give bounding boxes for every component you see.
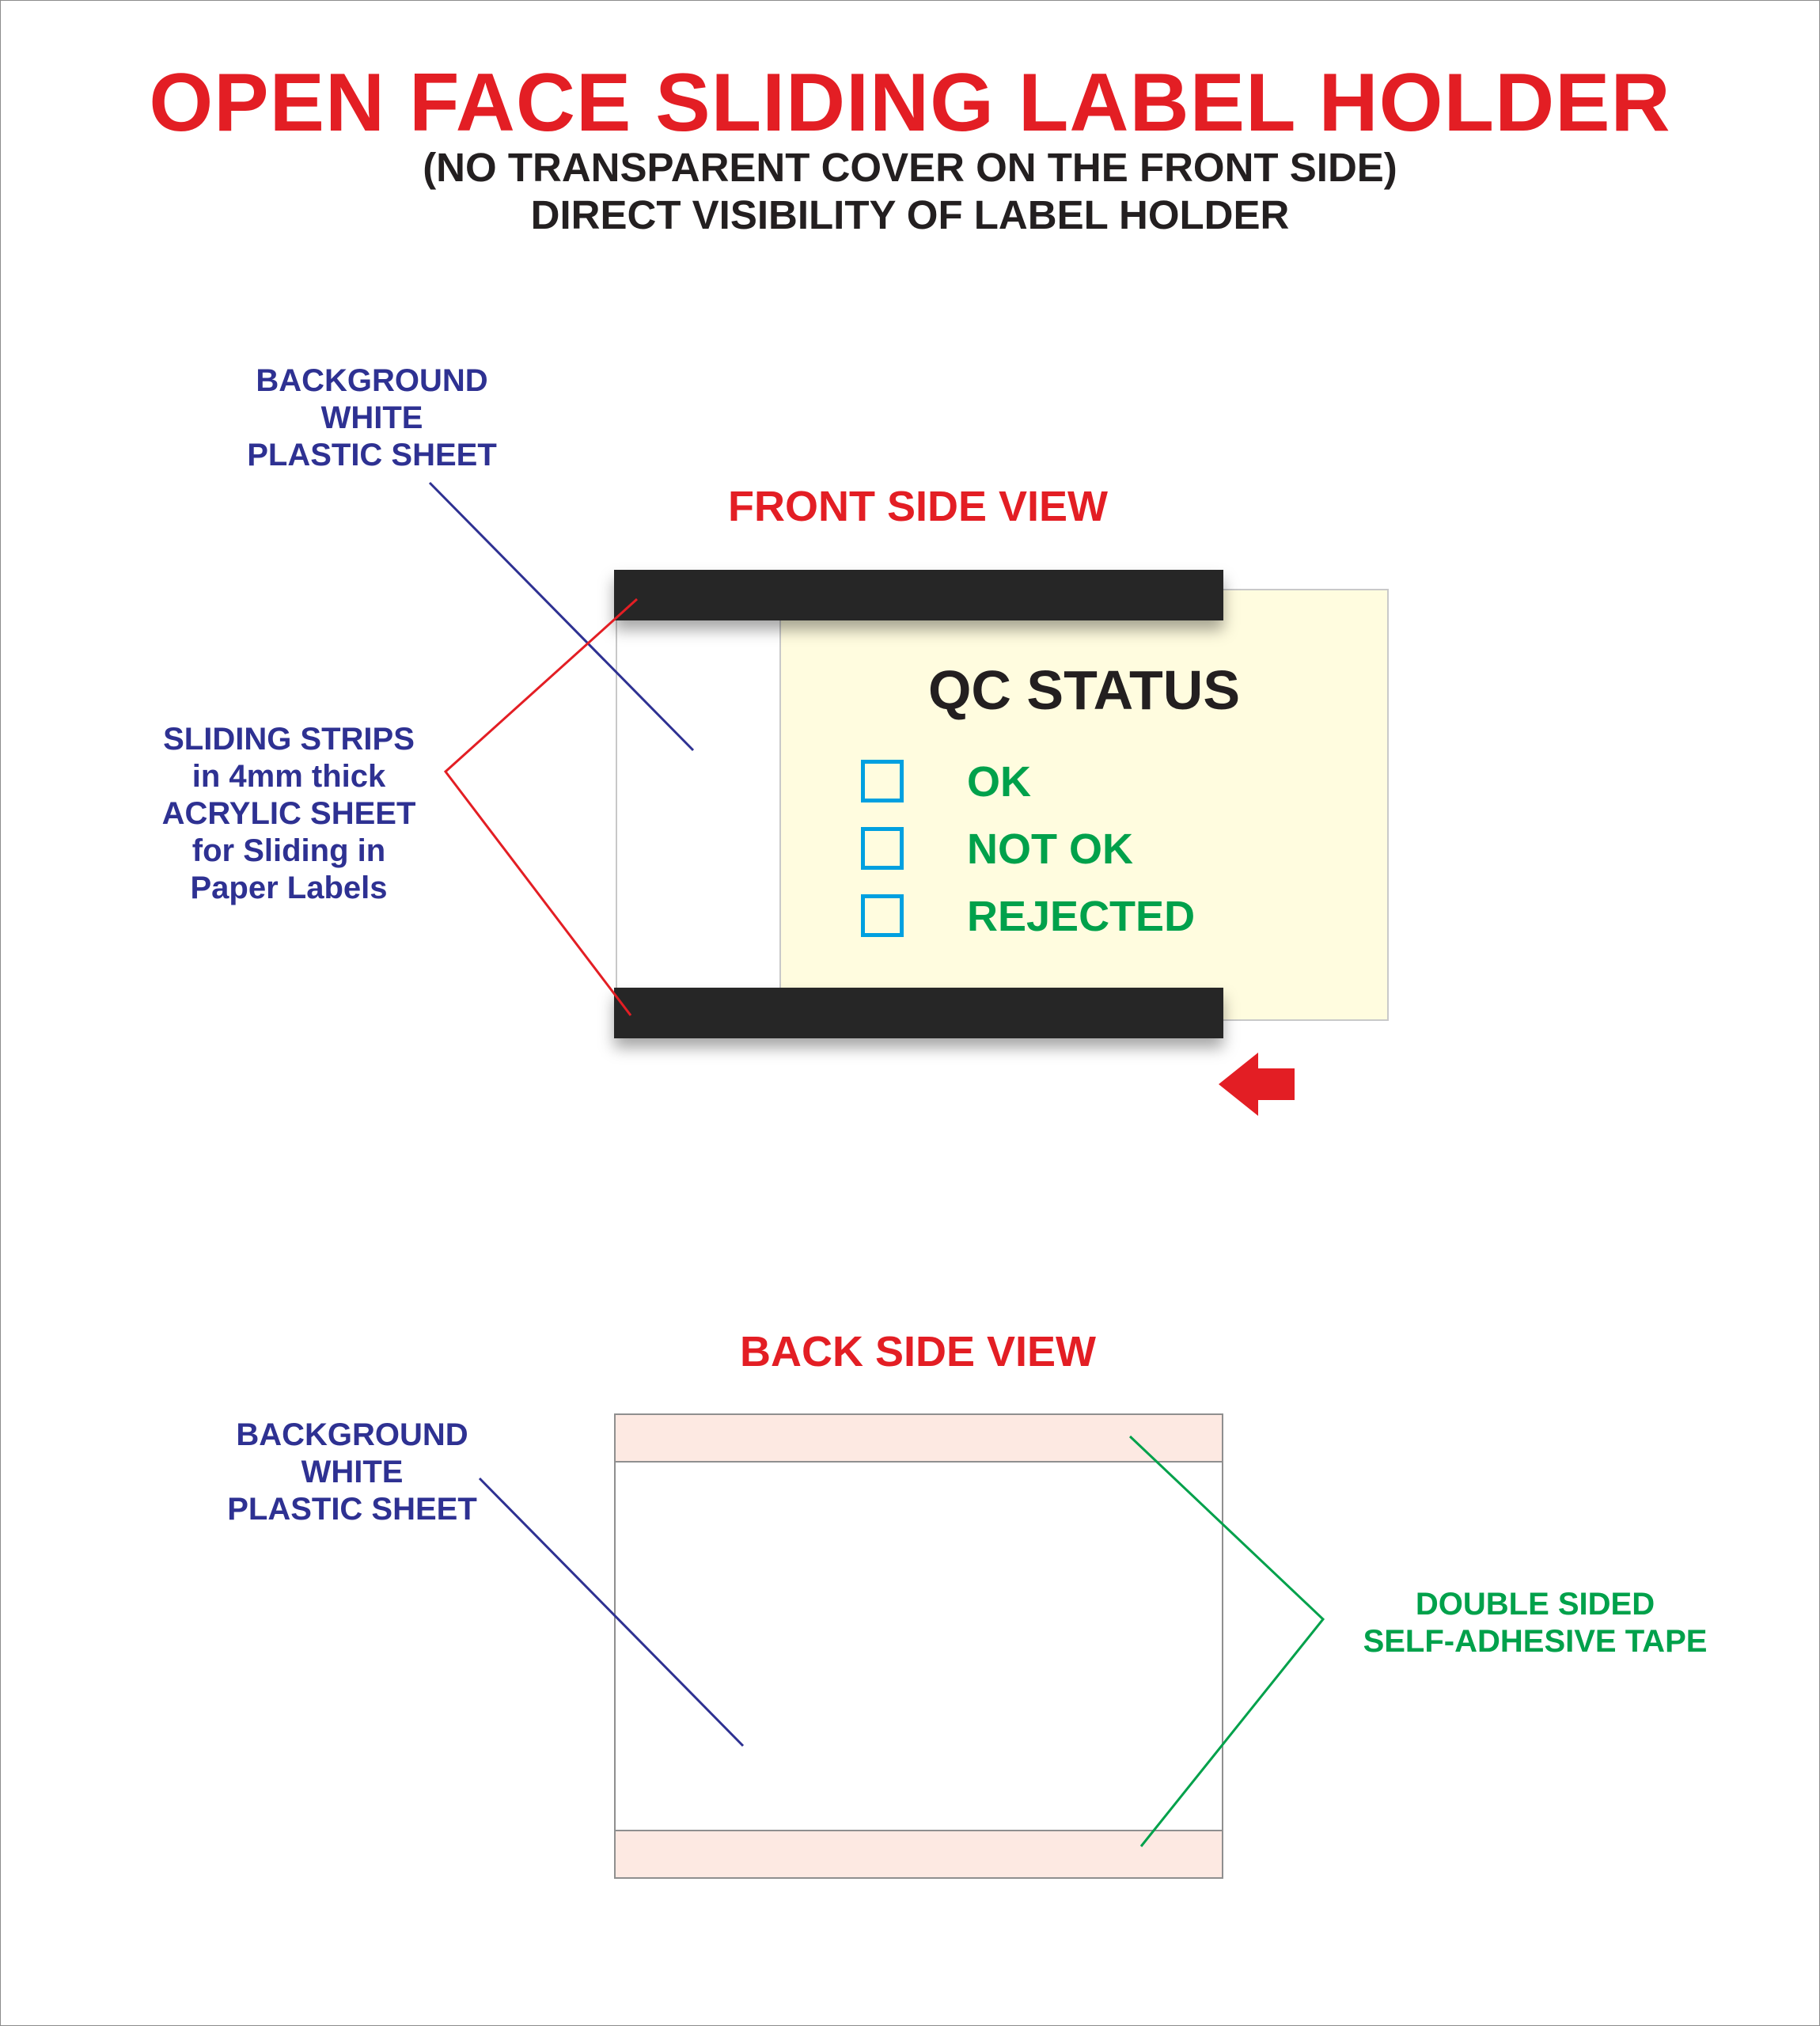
callout-line: PLASTIC SHEET <box>227 1492 477 1527</box>
callout-line: for Sliding in <box>191 833 386 868</box>
callout-line: SELF-ADHESIVE TAPE <box>1363 1624 1708 1659</box>
callout-line: Paper Labels <box>190 871 388 905</box>
front-background-leader <box>430 483 693 750</box>
callout-line: DOUBLE SIDED <box>1415 1587 1655 1622</box>
callout-line: WHITE <box>301 1455 404 1489</box>
callout-line: ACRYLIC SHEET <box>161 796 416 831</box>
sliding-strips-leader <box>446 599 637 1015</box>
back-background-leader <box>480 1478 743 1746</box>
callout-line: PLASTIC SHEET <box>247 438 497 472</box>
callout-line: WHITE <box>320 400 423 435</box>
callout-line: BACKGROUND <box>256 363 488 398</box>
tape-leader <box>1130 1436 1323 1846</box>
subtitle-line-2: DIRECT VISIBILITY OF LABEL HOLDER <box>530 192 1290 237</box>
main-title: OPEN FACE SLIDING LABEL HOLDER <box>149 57 1671 149</box>
back-view-title: BACK SIDE VIEW <box>739 1328 1097 1375</box>
callout-line: BACKGROUND <box>236 1417 468 1452</box>
option-not-ok-label: NOT OK <box>967 825 1133 873</box>
callout-line: SLIDING STRIPS <box>163 722 415 757</box>
arrow-left-icon <box>1219 1053 1295 1116</box>
qc-status-heading: QC STATUS <box>927 659 1241 721</box>
callout-line: in 4mm thick <box>191 759 386 794</box>
option-ok-label: OK <box>967 758 1031 806</box>
front-view-title: FRONT SIDE VIEW <box>727 483 1108 530</box>
option-rejected-label: REJECTED <box>967 893 1196 940</box>
subtitle-line-1: (NO TRANSPARENT COVER ON THE FRONT SIDE) <box>423 145 1397 190</box>
